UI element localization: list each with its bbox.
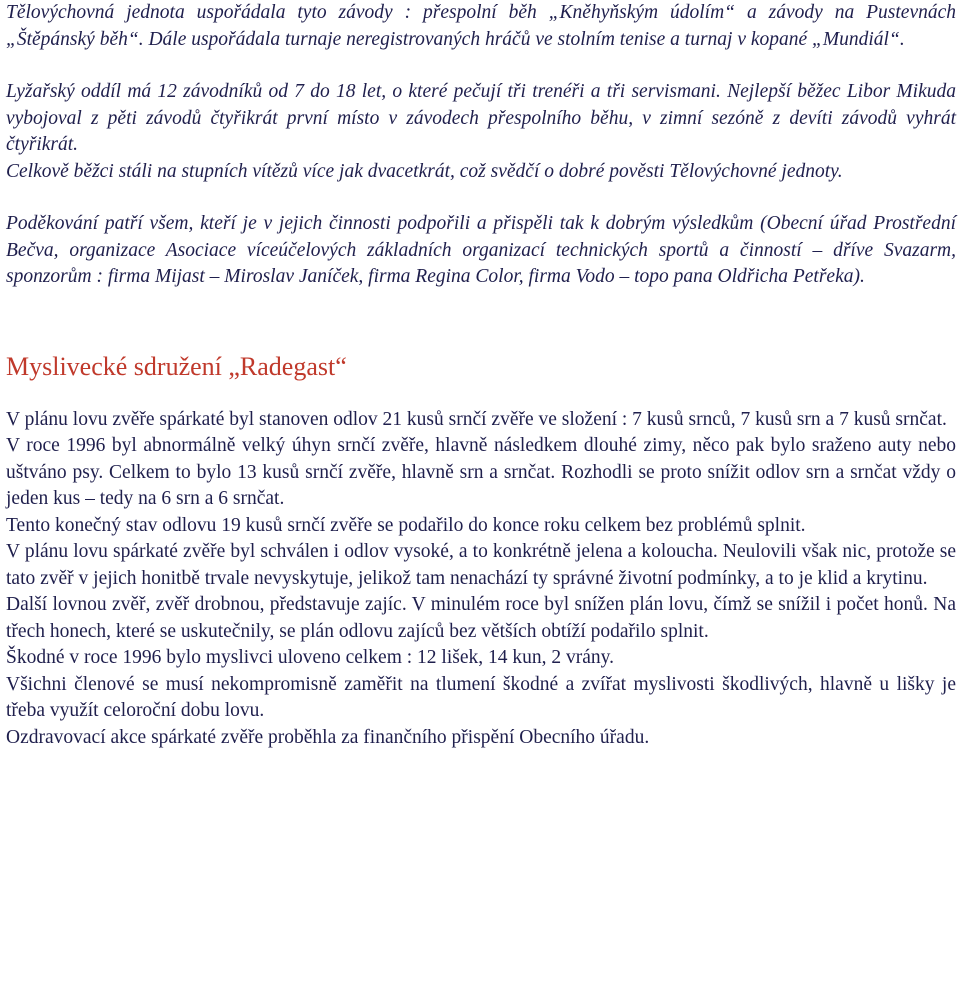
paragraph-health-action: Ozdravovací akce spárkaté zvěře proběhla za finančního přispění Obecního úřadu. [6,726,650,748]
paragraph-big-game: V plánu lovu spárkaté zvěře byl schválen i odlov vysoké, a to konkrétně jelena a koloucha. Neulovili však nic, protože se tato zvěř v jejich honitbě trvale nevyskytuje, jelikož tam nenachází ty správné životní podmínky, a to je klid a krytinu. [6,541,956,589]
paragraph-events: Tělovýchovná jednota uspořádala tyto závody : přespolní běh „Kněhyňským údolím“ a závody na Pustevnách „Štěpánský běh“. Dále uspořádala turnaje neregistrovaných hráčů ve stolním tenise a turnaj v kopané „Mundiál“. [6,2,956,50]
paragraph-runners: Celkově běžci stáli na stupních vítězů více jak dvacetkrát, což svědčí o dobré pověsti Tělovýchovné jednoty. [6,160,843,182]
paragraph-members: Všichni členové se musí nekompromisně zaměřit na tlumení škodné a zvířat myslivosti škodlivých, hlavně u lišky je třeba využít celoroční dobu lovu. [6,673,956,721]
paragraph-final-state: Tento konečný stav odlovu 19 kusů srnčí zvěře se podařilo do konce roku celkem bez problémů splnit. [6,514,806,536]
hunting-section [6,407,956,752]
paragraph-small-game: Další lovnou zvěř, zvěř drobnou, představuje zajíc. V minulém roce byl snížen plán lovu, čímž se snížil i počet honů. Na třech honech, které se uskutečnily, se plán odlovu zajíců bez větších obtíží podařilo splnit. [6,594,956,642]
paragraph-hunt-plan: V plánu lovu zvěře spárkaté byl stanoven odlov 21 kusů srnčí zvěře ve složení : 7 kusů srnců, 7 kusů srn a 7 kusů srnčat. [6,408,947,430]
paragraph-deer-loss: V roce 1996 byl abnormálně velký úhyn srnčí zvěře, hlavně následkem dlouhé zimy, něco pak bylo sraženo auty nebo uštváno psy. Celkem to bylo 13 kusů srnčí zvěře, hlavně srn a srnčat. Rozhodli se proto snížit odlov srn a srnčat vždy o jeden kus – tedy na 6 srn a 6 srnčat. [6,435,956,509]
document-page [6,0,956,751]
sports-section [6,0,956,291]
paragraph-thanks: Poděkování patří všem, kteří je v jejich činnosti podpořili a přispěli tak k dobrým výsledkům (Obecní úřad Prostřední Bečva, organizace Asociace víceúčelových základních organizací technických sportů a činností – dříve Svazarm, sponzorům : firma Mijast – Miroslav Janíček, firma Regina Color, firma Vodo – topo pana Oldřicha Petřeka). [6,213,956,287]
paragraph-vermin: Škodné v roce 1996 bylo myslivci uloveno celkem : 12 lišek, 14 kun, 2 vrány. [6,647,615,668]
paragraph-ski-club: Lyžařský oddíl má 12 závodníků od 7 do 18 let, o které pečují tři trenéři a tři servismani. Nejlepší běžec Libor Mikuda vybojoval z pěti závodů čtyřikrát první místo v závodech přespolního běhu, v zimní sezóně z devíti závodů vyhrát čtyřikrát. [6,81,956,155]
section-heading-hunting: Myslivecké sdružení „Radegast“ [6,351,347,381]
